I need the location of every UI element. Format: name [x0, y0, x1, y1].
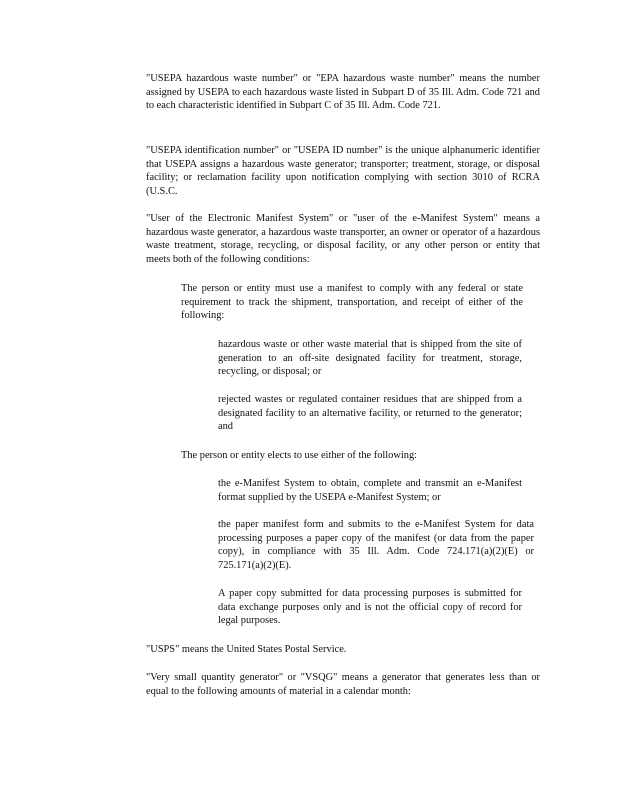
definition-usepa-hazardous-waste-number: "USEPA hazardous waste number" or "EPA hazardous waste number" means the number assigned by USEPA to each hazardous waste listed in Subpart D of 35 Ill. Adm. Code 721 and to each characteristic identified in Subpart C of 35 Ill. Adm. Code 721.	[146, 73, 540, 112]
definition-usps: "USPS" means the United States Postal Service.	[146, 644, 347, 655]
subcondition-paper-manifest: the paper manifest form and submits to the e-Manifest System for data processing purposes a paper copy of the manifest (or data from the paper copy), in compliance with 35 Ill. Adm. Code 724.171(a)(2)(E) or 725.171(a)(2)(E).	[218, 519, 534, 571]
subcondition-hazardous-waste-shipped: hazardous waste or other waste material that is shipped from the site of generation to an off-site designated facility for treatment, storage, recycling, or disposal; or	[218, 339, 522, 378]
subcondition-e-manifest-system: the e-Manifest System to obtain, complete and transmit an e-Manifest format supplied by the USEPA e-Manifest System; or	[218, 478, 522, 503]
definition-vsqg: "Very small quantity generator" or "VSQG" means a generator that generates less than or equal to the following amounts of material in a calendar month:	[146, 672, 540, 697]
subcondition-rejected-wastes: rejected wastes or regulated container residues that are shipped from a designated facility to an alternative facility, or returned to the generator; and	[218, 394, 522, 433]
condition-use-manifest: The person or entity must use a manifest to comply with any federal or state requirement to track the shipment, transportation, and receipt of either of the following:	[181, 283, 523, 322]
note-paper-copy: A paper copy submitted for data processing purposes is submitted for data exchange purposes only and is not the official copy of record for legal purposes.	[218, 588, 522, 627]
definition-usepa-identification-number: "USEPA identification number" or "USEPA ID number" is the unique alphanumeric identifier that USEPA assigns a hazardous waste generator; transporter; treatment, storage, or disposal facility; or reclamation facility upon notification complying with section 3010 of RCRA (U.S.C.	[146, 145, 540, 197]
condition-elects-to-use: The person or entity elects to use either of the following:	[181, 450, 418, 461]
definition-user-of-e-manifest-system: "User of the Electronic Manifest System" or "user of the e-Manifest System" means a hazardous waste generator, a hazardous waste transporter, an owner or operator of a hazardous waste treatment, storage, recycling, or disposal facility, or any other person or entity that meets both of the following conditions:	[146, 213, 540, 265]
